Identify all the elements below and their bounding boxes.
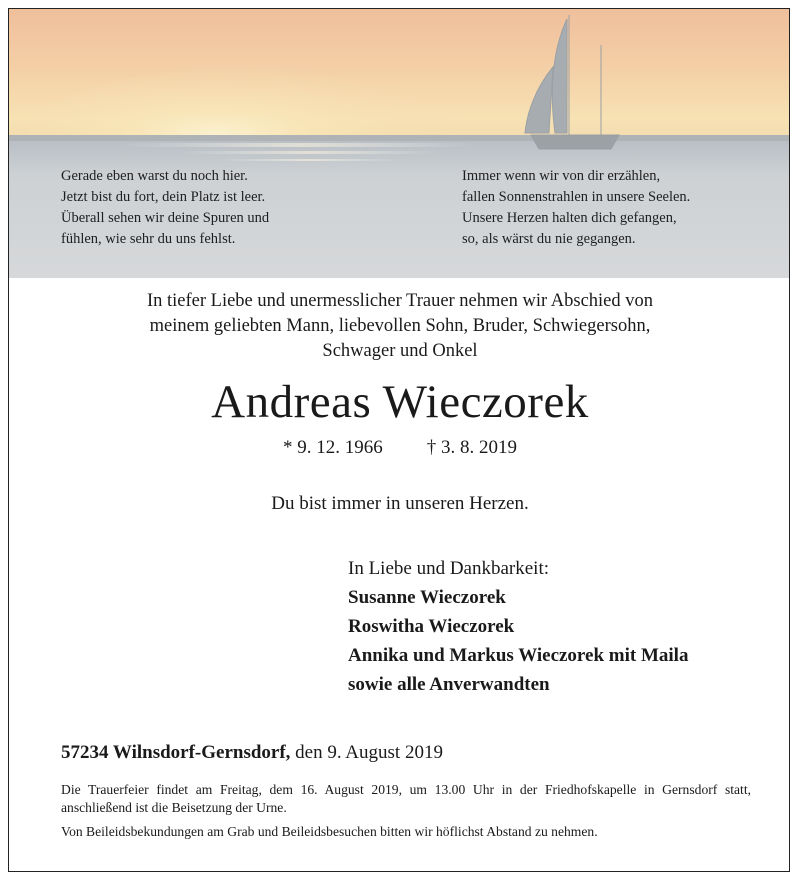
deceased-name: Andreas Wieczorek bbox=[211, 376, 589, 428]
poem-line: Immer wenn wir von dir erzählen, bbox=[462, 168, 661, 184]
intro-line: In tiefer Liebe und unermesslicher Trauer nehmen wir Abschied von bbox=[146, 291, 654, 311]
intro-text bbox=[9, 289, 790, 364]
poem-line: Jetzt bist du fort, dein Platz ist leer. bbox=[61, 189, 266, 205]
poem-line: Gerade eben warst du noch hier. bbox=[61, 168, 248, 184]
intro-line: meinem geliebten Mann, liebevollen Sohn, Bruder, Schwiegersohn, bbox=[149, 316, 651, 336]
signers-heading: In Liebe und Dankbarkeit: bbox=[348, 558, 550, 579]
poem-line: fallen Sonnenstrahlen in unsere Seelen. bbox=[462, 189, 691, 205]
intro-line: Schwager und Onkel bbox=[322, 341, 478, 361]
poem-line: Unsere Herzen halten dich gefangen, bbox=[462, 210, 677, 226]
signer-name: sowie alle Anverwandten bbox=[348, 674, 550, 695]
birth-date: * 9. 12. 1966 bbox=[283, 437, 383, 458]
poem-line: Überall sehen wir deine Spuren und bbox=[61, 210, 270, 226]
poem-left bbox=[61, 166, 269, 250]
signers-block bbox=[348, 554, 688, 699]
date: den 9. August 2019 bbox=[295, 742, 443, 763]
poem-line: so, als wärst du nie gegangen. bbox=[462, 231, 636, 247]
poem-line: fühlen, wie sehr du uns fehlst. bbox=[61, 231, 236, 247]
death-date: † 3. 8. 2019 bbox=[426, 437, 517, 458]
sunset-sailboat-banner bbox=[9, 9, 790, 278]
funeral-notes bbox=[61, 781, 751, 841]
condolence-note: Von Beileidsbekundungen am Grab und Beileidsbesuchen bitten wir höflichst Abstand zu nehmen. bbox=[61, 824, 598, 839]
funeral-note: Die Trauerfeier findet am Freitag, dem 16. August 2019, um 13.00 Uhr in der Friedhofskapelle in Gernsdorf statt, anschließend ist die Beisetzung der Urne. bbox=[61, 782, 751, 815]
life-dates bbox=[9, 435, 790, 461]
signer-name: Annika und Markus Wieczorek mit Maila bbox=[348, 645, 689, 666]
motto: Du bist immer in unseren Herzen. bbox=[271, 493, 529, 514]
poem-right bbox=[462, 166, 690, 250]
signer-name: Susanne Wieczorek bbox=[348, 587, 506, 608]
signer-name: Roswitha Wieczorek bbox=[348, 616, 515, 637]
place-date-line bbox=[61, 740, 443, 766]
obituary-card bbox=[8, 8, 790, 872]
place: 57234 Wilnsdorf-Gernsdorf, bbox=[61, 742, 291, 763]
